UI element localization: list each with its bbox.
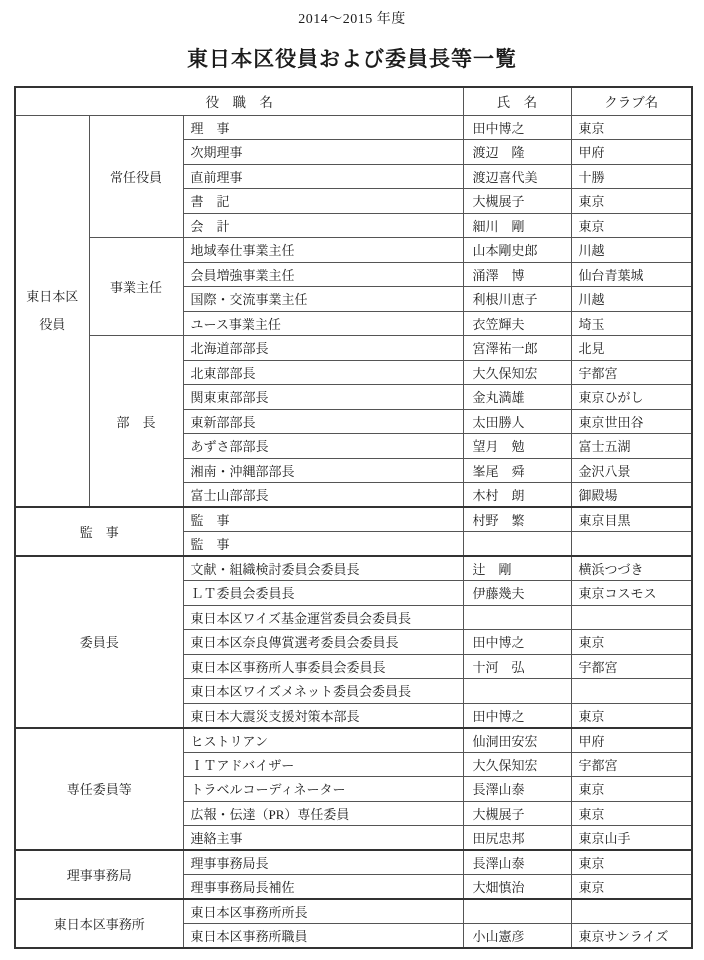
club-cell: 甲府 xyxy=(571,140,692,165)
club-cell: 埼玉 xyxy=(571,311,692,336)
club-cell: 宇都宮 xyxy=(571,752,692,777)
position-cell: 関東東部部長 xyxy=(183,385,463,410)
officer-roster-table xyxy=(14,86,693,949)
club-cell: 東京 xyxy=(571,850,692,875)
club-cell: 金沢八景 xyxy=(571,458,692,483)
name-cell: 田中博之 xyxy=(463,630,571,655)
table-row xyxy=(15,115,692,140)
club-cell: 宇都宮 xyxy=(571,360,692,385)
name-cell: 涌澤 博 xyxy=(463,262,571,287)
position-cell: 地域奉仕事業主任 xyxy=(183,238,463,263)
name-cell: 宮澤祐一郎 xyxy=(463,336,571,361)
name-cell: 金丸満雄 xyxy=(463,385,571,410)
position-cell: ヒストリアン xyxy=(183,728,463,753)
position-cell: ＬＴ委員会委員長 xyxy=(183,581,463,606)
name-cell: 仙洞田安宏 xyxy=(463,728,571,753)
club-cell: 東京 xyxy=(571,801,692,826)
name-cell: 村野 繁 xyxy=(463,507,571,532)
club-cell: 十勝 xyxy=(571,164,692,189)
position-cell: あずさ部部長 xyxy=(183,434,463,459)
club-cell xyxy=(571,605,692,630)
table-header-row xyxy=(15,87,692,115)
position-cell: 東日本大震災支援対策本部長 xyxy=(183,703,463,728)
subsection-label-cell: 部 長 xyxy=(89,336,183,508)
position-cell: 北東部部長 xyxy=(183,360,463,385)
position-cell: 東日本区奈良傳賞選考委員会委員長 xyxy=(183,630,463,655)
header-position: 役 職 名 xyxy=(15,87,463,115)
header-club: クラブ名 xyxy=(571,87,692,115)
header-name: 氏 名 xyxy=(463,87,571,115)
club-cell: 東京世田谷 xyxy=(571,409,692,434)
club-cell: 東京 xyxy=(571,777,692,802)
name-cell: 峯尾 舜 xyxy=(463,458,571,483)
section-label-cell: 東日本区 役員 xyxy=(15,115,89,507)
table-row xyxy=(15,850,692,875)
name-cell: 大久保知宏 xyxy=(463,752,571,777)
name-cell: 細川 剛 xyxy=(463,213,571,238)
name-cell xyxy=(463,532,571,557)
position-cell: 広報・伝達（PR）専任委員 xyxy=(183,801,463,826)
club-cell: 川越 xyxy=(571,238,692,263)
position-cell: 東日本区ワイズメネット委員会委員長 xyxy=(183,679,463,704)
subsection-label-cell: 常任役員 xyxy=(89,115,183,238)
name-cell: 小山憲彦 xyxy=(463,924,571,949)
name-cell: 伊藤幾夫 xyxy=(463,581,571,606)
club-cell: 東京 xyxy=(571,115,692,140)
page-title: 東日本区役員および委員長等一覧 xyxy=(187,47,517,71)
name-cell: 太田勝人 xyxy=(463,409,571,434)
club-cell: 東京サンライズ xyxy=(571,924,692,949)
position-cell: 会 計 xyxy=(183,213,463,238)
position-cell: トラベルコーディネーター xyxy=(183,777,463,802)
position-cell: 東新部部長 xyxy=(183,409,463,434)
name-cell: 渡辺喜代美 xyxy=(463,164,571,189)
name-cell: 衣笠輝夫 xyxy=(463,311,571,336)
section-label-cell: 東日本区事務所 xyxy=(15,899,183,948)
position-cell: 連絡主事 xyxy=(183,826,463,851)
table-row xyxy=(15,728,692,753)
club-cell: 仙台青葉城 xyxy=(571,262,692,287)
name-cell: 田中博之 xyxy=(463,703,571,728)
position-cell: 東日本区ワイズ基金運営委員会委員長 xyxy=(183,605,463,630)
position-cell: 湘南・沖縄部部長 xyxy=(183,458,463,483)
club-cell: 東京目黒 xyxy=(571,507,692,532)
club-cell: 東京 xyxy=(571,875,692,900)
position-cell: 監 事 xyxy=(183,507,463,532)
club-cell: 東京 xyxy=(571,703,692,728)
name-cell: 大畑慎治 xyxy=(463,875,571,900)
name-cell: 利根川恵子 xyxy=(463,287,571,312)
club-cell: 東京 xyxy=(571,630,692,655)
name-cell xyxy=(463,899,571,924)
name-cell: 大久保知宏 xyxy=(463,360,571,385)
position-cell: 次期理事 xyxy=(183,140,463,165)
table-row xyxy=(15,336,692,361)
position-cell: 国際・交流事業主任 xyxy=(183,287,463,312)
name-cell: 大槻展子 xyxy=(463,801,571,826)
name-cell: 木村 朗 xyxy=(463,483,571,508)
club-cell: 東京山手 xyxy=(571,826,692,851)
club-cell: 東京コスモス xyxy=(571,581,692,606)
club-cell: 横浜つづき xyxy=(571,556,692,581)
table-row xyxy=(15,507,692,532)
position-cell: 北海道部部長 xyxy=(183,336,463,361)
name-cell: 十河 弘 xyxy=(463,654,571,679)
position-cell: 直前理事 xyxy=(183,164,463,189)
club-cell: 北見 xyxy=(571,336,692,361)
name-cell: 山本剛史郎 xyxy=(463,238,571,263)
name-cell: 大槻展子 xyxy=(463,189,571,214)
club-cell: 甲府 xyxy=(571,728,692,753)
position-cell: 監 事 xyxy=(183,532,463,557)
club-cell xyxy=(571,679,692,704)
name-cell: 辻 剛 xyxy=(463,556,571,581)
club-cell: 東京ひがし xyxy=(571,385,692,410)
fiscal-year: 2014～2015 年度 xyxy=(298,12,406,27)
club-cell: 御殿場 xyxy=(571,483,692,508)
position-cell: 書 記 xyxy=(183,189,463,214)
name-cell: 長澤山泰 xyxy=(463,850,571,875)
club-cell: 富士五湖 xyxy=(571,434,692,459)
section-label-cell: 理事事務局 xyxy=(15,850,183,899)
position-cell: 東日本区事務所職員 xyxy=(183,924,463,949)
section-label-cell: 監 事 xyxy=(15,507,183,556)
club-cell: 川越 xyxy=(571,287,692,312)
position-cell: ユース事業主任 xyxy=(183,311,463,336)
club-cell xyxy=(571,532,692,557)
name-cell: 渡辺 隆 xyxy=(463,140,571,165)
table-row xyxy=(15,238,692,263)
position-cell: 理 事 xyxy=(183,115,463,140)
position-cell: 理事事務局長補佐 xyxy=(183,875,463,900)
club-cell xyxy=(571,899,692,924)
position-cell: ＩＴアドバイザー xyxy=(183,752,463,777)
position-cell: 文献・組織検討委員会委員長 xyxy=(183,556,463,581)
position-cell: 富士山部部長 xyxy=(183,483,463,508)
club-cell: 東京 xyxy=(571,189,692,214)
table-row xyxy=(15,899,692,924)
subsection-label-cell: 事業主任 xyxy=(89,238,183,336)
name-cell xyxy=(463,605,571,630)
club-cell: 宇都宮 xyxy=(571,654,692,679)
position-cell: 東日本区事務所所長 xyxy=(183,899,463,924)
table-row xyxy=(15,556,692,581)
section-label-cell: 委員長 xyxy=(15,556,183,728)
name-cell: 田尻忠邦 xyxy=(463,826,571,851)
name-cell: 田中博之 xyxy=(463,115,571,140)
position-cell: 会員増強事業主任 xyxy=(183,262,463,287)
club-cell: 東京 xyxy=(571,213,692,238)
position-cell: 東日本区事務所人事委員会委員長 xyxy=(183,654,463,679)
name-cell: 望月 勉 xyxy=(463,434,571,459)
name-cell xyxy=(463,679,571,704)
name-cell: 長澤山泰 xyxy=(463,777,571,802)
position-cell: 理事事務局長 xyxy=(183,850,463,875)
section-label-cell: 専任委員等 xyxy=(15,728,183,851)
